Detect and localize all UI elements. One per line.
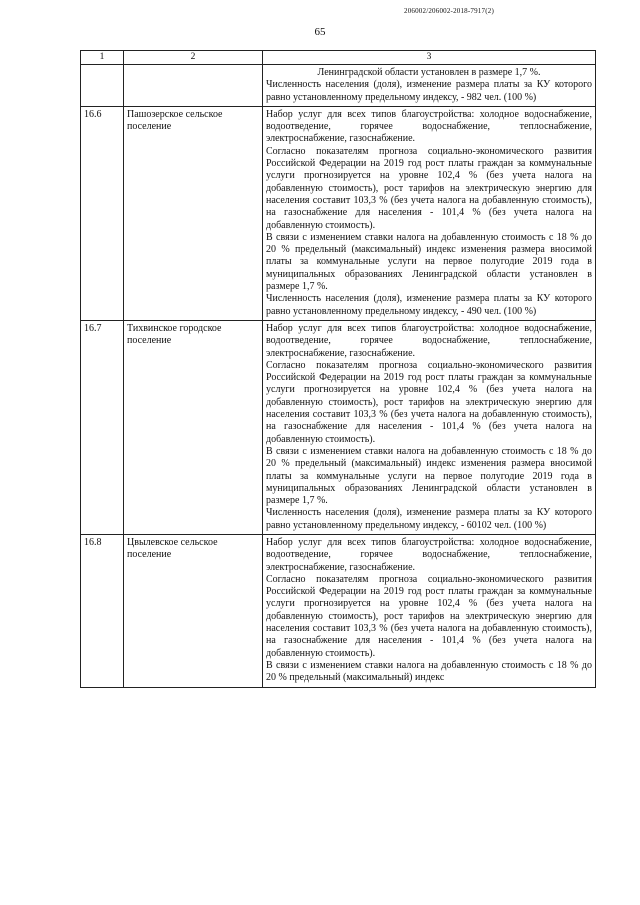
paragraph: В связи с изменением ставки налога на добавленную стоимость с 18 % до 20 % предельный (максимальный) индекс изменения размера вносимой платы за коммунальные услуги на первое полугодие 2019 года в муниципальных образованиях Ленинградской области установлен в размере 1,7 %. bbox=[266, 231, 592, 293]
paragraph: Согласно показателям прогноза социально-экономического развития Российской Федерации на 2019 год рост платы граждан за коммунальные услуги прогнозируется на уровне 102,4 % (без учета налога на добавленную стоимость), рост тарифов на электрическую энергию для населения составит 103,3 % (без учета налога на добавленную стоимость), на газоснабжение для населения - 101,4 % (без учета налога на добавленную стоимость). bbox=[266, 573, 592, 659]
paragraph: В связи с изменением ставки налога на добавленную стоимость с 18 % до 20 % предельный (максимальный) индекс изменения размера вносимой платы за коммунальные услуги на первое полугодие 2019 года в муниципальных образованиях Ленинградской области установлен в размере 1,7 %. bbox=[266, 445, 592, 507]
column-header-1: 1 bbox=[81, 51, 124, 65]
paragraph: Численность населения (доля), изменение размера платы за КУ которого равно установленному предельному индексу, - 490 чел. (100 %) bbox=[266, 293, 592, 317]
row-number: 16.7 bbox=[81, 320, 124, 534]
paragraph: Набор услуг для всех типов благоустройства: холодное водоснабжение, водоотведение, горячее водоснабжение, теплоснабжение, электроснабжение, газоснабжение. bbox=[266, 108, 592, 145]
paragraph: Численность населения (доля), изменение размера платы за КУ которого равно установленному предельному индексу, - 982 чел. (100 %) bbox=[266, 79, 592, 103]
table-row-continuation bbox=[81, 65, 596, 107]
table-header-row bbox=[81, 51, 596, 65]
settlement-name: Тихвинское городское поселение bbox=[124, 320, 263, 534]
table-row bbox=[81, 106, 596, 320]
row-number: 16.6 bbox=[81, 106, 124, 320]
table-row bbox=[81, 534, 596, 687]
table-row bbox=[81, 320, 596, 534]
paragraph: Ленинградской области установлен в размере 1,7 %. bbox=[317, 67, 541, 78]
row-number-cell bbox=[81, 65, 124, 107]
settlement-name: Цвылевское сельское поселение bbox=[124, 534, 263, 687]
row-name-cell bbox=[124, 65, 263, 107]
paragraph: Согласно показателям прогноза социально-экономического развития Российской Федерации на 2019 год рост платы граждан за коммунальные услуги прогнозируется на уровне 102,4 % (без учета налога на добавленную стоимость), рост тарифов на электрическую энергию для населения составит 103,3 % (без учета налога на добавленную стоимость), на газоснабжение для населения - 101,4 % (без учета налога на добавленную стоимость). bbox=[266, 359, 592, 445]
row-description-cell bbox=[263, 534, 596, 687]
services-table bbox=[80, 50, 596, 688]
column-header-3: 3 bbox=[263, 51, 596, 65]
paragraph: В связи с изменением ставки налога на добавленную стоимость с 18 % до 20 % предельный (максимальный) индекс bbox=[266, 659, 592, 684]
page-number: 65 bbox=[314, 26, 326, 38]
settlement-name: Пашозерское сельское поселение bbox=[124, 106, 263, 320]
row-description-cell bbox=[263, 65, 596, 107]
paragraph: Численность населения (доля), изменение размера платы за КУ которого равно установленному предельному индексу, - 60102 чел. (100 %) bbox=[266, 507, 592, 531]
paragraph: Согласно показателям прогноза социально-экономического развития Российской Федерации на 2019 год рост платы граждан за коммунальные услуги прогнозируется на уровне 102,4 % (без учета налога на добавленную стоимость), рост тарифов на электрическую энергию для населения составит 103,3 % (без учета налога на добавленную стоимость), на газоснабжение для населения - 101,4 % (без учета налога на добавленную стоимость). bbox=[266, 145, 592, 231]
row-description-cell bbox=[263, 320, 596, 534]
row-number: 16.8 bbox=[81, 534, 124, 687]
paragraph: Набор услуг для всех типов благоустройства: холодное водоснабжение, водоотведение, горячее водоснабжение, теплоснабжение, электроснабжение, газоснабжение. bbox=[266, 322, 592, 359]
paragraph: Набор услуг для всех типов благоустройства: холодное водоснабжение, водоотведение, горячее водоснабжение, теплоснабжение, электроснабжение, газоснабжение. bbox=[266, 536, 592, 573]
row-description-cell bbox=[263, 106, 596, 320]
document-id: 206002/206002-2018-7917(2) bbox=[404, 7, 494, 15]
column-header-2: 2 bbox=[124, 51, 263, 65]
